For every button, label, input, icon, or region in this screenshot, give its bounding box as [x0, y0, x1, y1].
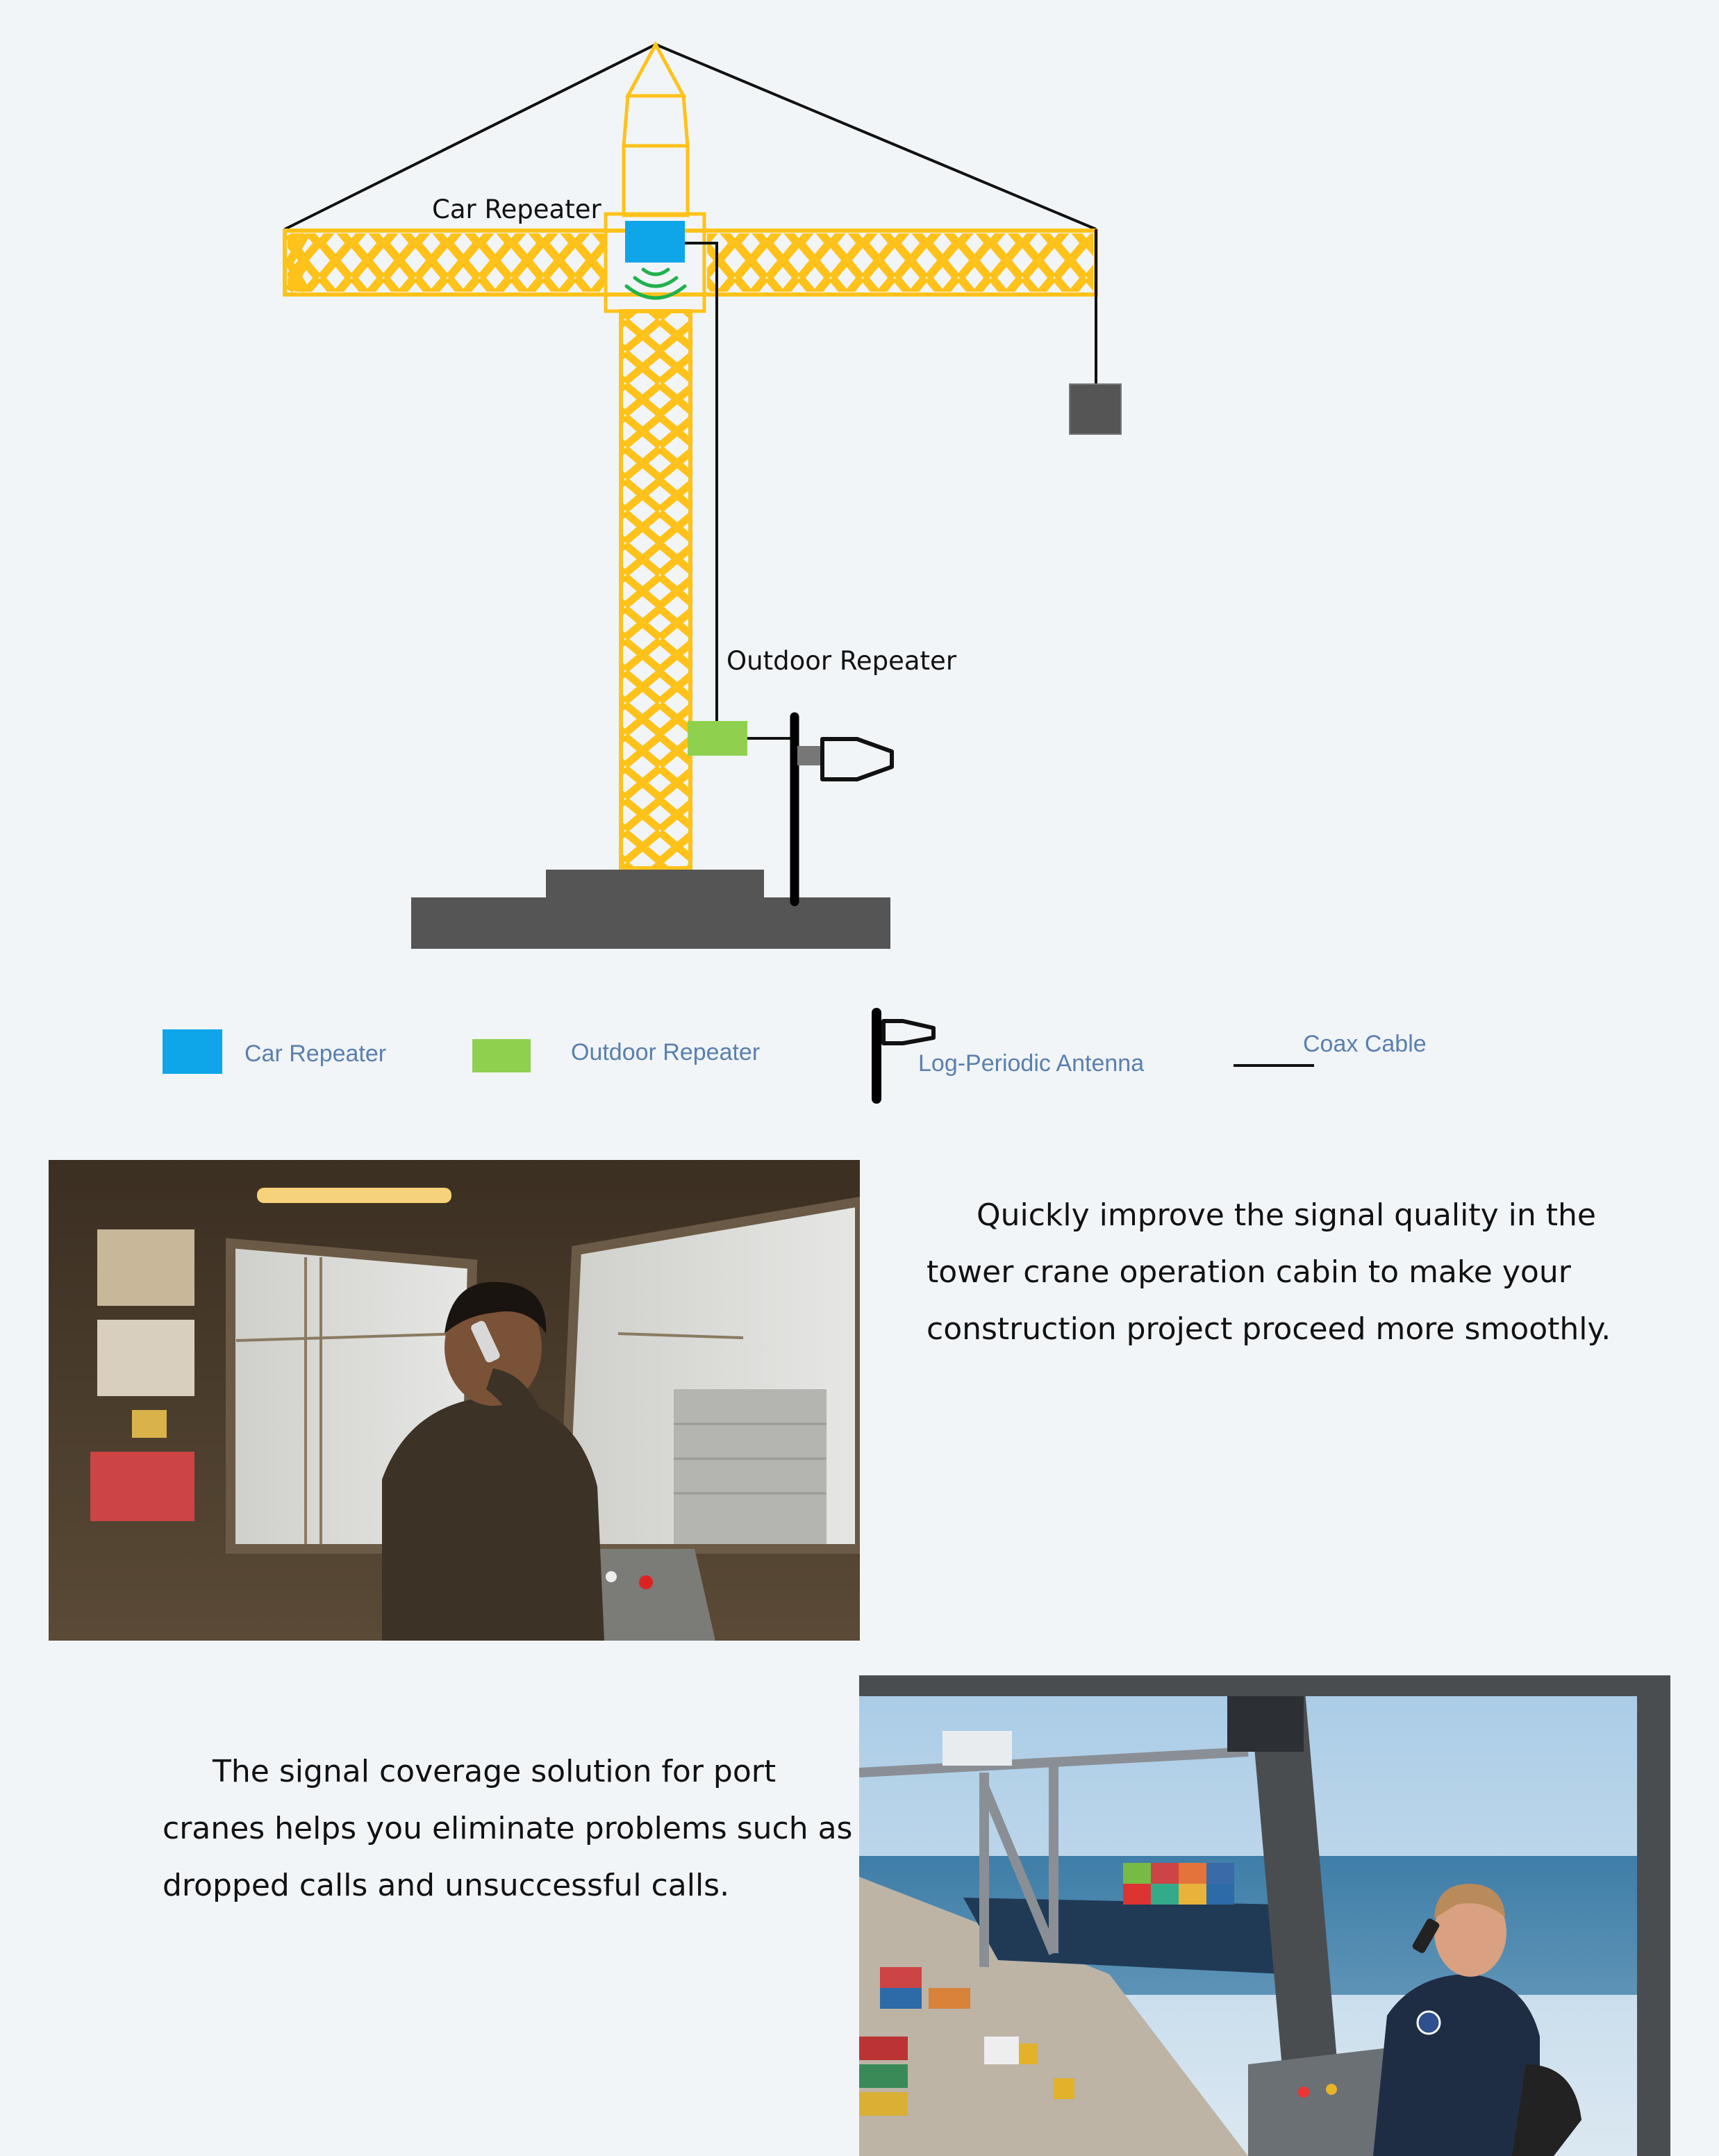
crane-tower — [621, 311, 690, 868]
car-repeater-unit — [625, 221, 685, 263]
hook-weight — [1070, 384, 1121, 434]
legend-coax-label: Coax Cable — [1303, 1031, 1427, 1057]
tower-crane-description: Quickly improve the signal quality in the tower crane operation cabin to make your construction project proceed more smoothly. — [927, 1197, 1611, 1347]
car-repeater-label: Car Repeater — [432, 194, 601, 224]
legend-antenna-label: Log-Periodic Antenna — [918, 1050, 1145, 1077]
legend-car-repeater-label: Car Repeater — [244, 1040, 387, 1067]
port-crane-description: The signal coverage solution for port cranes helps you eliminate problems such as dropped calls and unsuccessful calls. — [163, 1754, 853, 1903]
legend-outdoor-repeater-label: Outdoor Repeater — [571, 1039, 761, 1065]
tie-cable-right — [656, 44, 1096, 229]
outdoor-repeater-label: Outdoor Repeater — [726, 646, 957, 676]
log-periodic-antenna-icon — [795, 717, 892, 902]
legend-outdoor-repeater-swatch — [472, 1039, 531, 1072]
crane-base — [411, 870, 890, 949]
tower-crane-cabin-photo — [49, 1160, 860, 1641]
crane-top-mast — [624, 44, 688, 215]
outdoor-repeater-unit — [688, 721, 747, 756]
port-crane-cabin-photo — [859, 1675, 1670, 2156]
legend-car-repeater-swatch — [163, 1029, 222, 1074]
